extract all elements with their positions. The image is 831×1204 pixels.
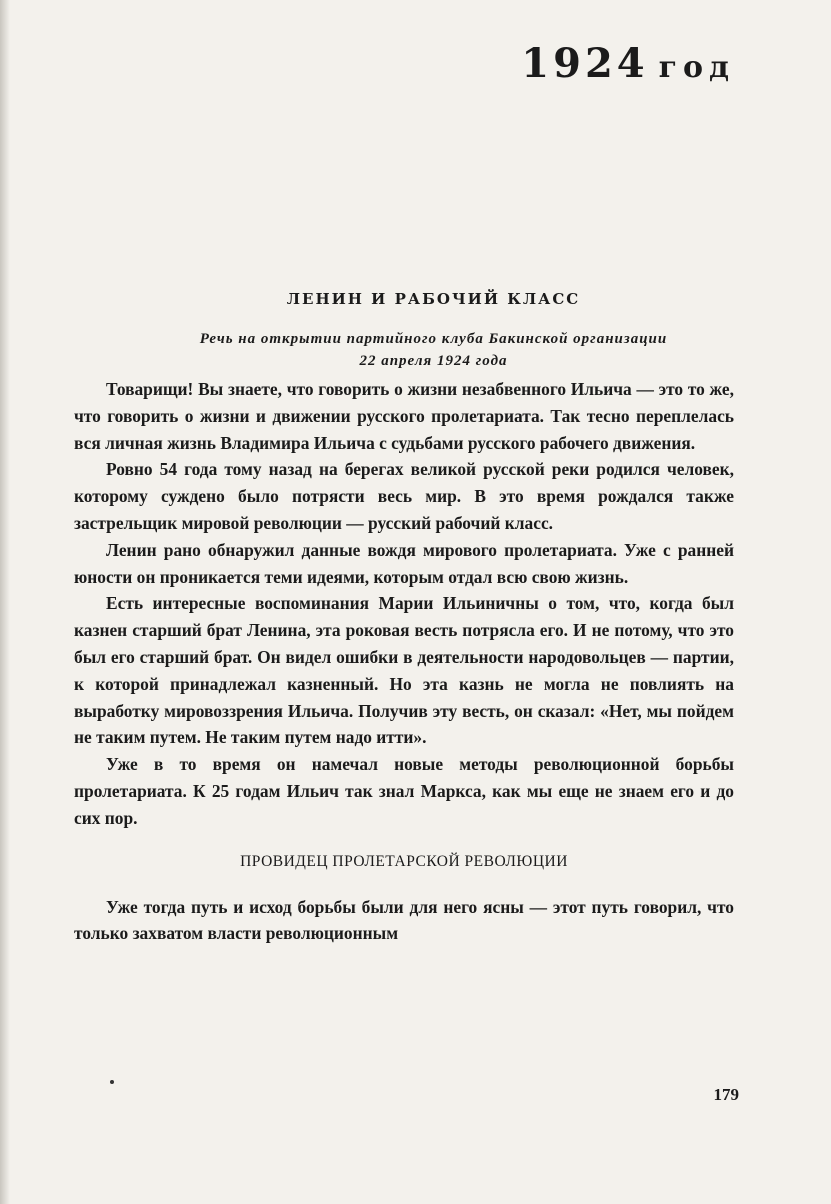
paragraph: Уже тогда путь и исход борьбы были для него ясны — этот путь говорил, что только захватом власти революционным [74, 896, 734, 944]
paragraph: Есть интересные воспоминания Марии Ильиничны о том, что, когда был казнен старший брат Ленина, эта роковая весть потрясла его. И не потому, что это был его старший брат. Он видел ошибки в деятельности народовольцев — партии, к которой принадлежал казненный. Но эта казнь не могла не повлиять на выработку мировоззрения Ильича. Получив эту весть, он сказал: «Нет, мы пойдем не таким путем. Не таким путем надо итти». [74, 593, 734, 748]
subtitle-line-1: Речь на открытии партийного клуба Бакинской организации [199, 331, 668, 347]
article-body [74, 376, 734, 947]
article-subtitle [0, 328, 831, 372]
article-title: ЛЕНИН И РАБОЧИЙ КЛАСС [286, 290, 581, 308]
year-word: год [658, 50, 735, 85]
section-heading: ПРОВИДЕЦ ПРОЛЕТАРСКОЙ РЕВОЛЮЦИИ [240, 852, 568, 870]
page-number: 179 [713, 1085, 739, 1104]
paragraph: Товарищи! Вы знаете, что говорить о жизни незабвенного Ильича — это то же, что говорить о жизни и движении русского пролетариата. Так тесно переплелась вся личная жизнь Владимира Ильича с судьбами русского рабочего движения. [74, 379, 734, 453]
year-number: 1924 [521, 40, 649, 87]
paragraph: Уже в то время он намечал новые методы революционной борьбы пролетариата. К 25 годам Ильич так знал Маркса, как мы еще не знаем его и до сих пор. [74, 754, 734, 828]
subtitle-line-2: 22 апреля 1924 года [359, 353, 508, 369]
paragraph: Ленин рано обнаружил данные вождя мирового пролетариата. Уже с ранней юности он проникается теми идеями, которым отдал всю свою жизнь. [74, 539, 734, 587]
page-edge-shadow [0, 0, 10, 1204]
print-speck [110, 1080, 114, 1084]
paragraph: Ровно 54 года тому назад на берегах великой русской реки родился человек, которому суждено было потрясти весь мир. В это время рождался также застрельщик мировой революции — русский рабочий класс. [74, 459, 734, 533]
chapter-year-heading [521, 40, 735, 87]
